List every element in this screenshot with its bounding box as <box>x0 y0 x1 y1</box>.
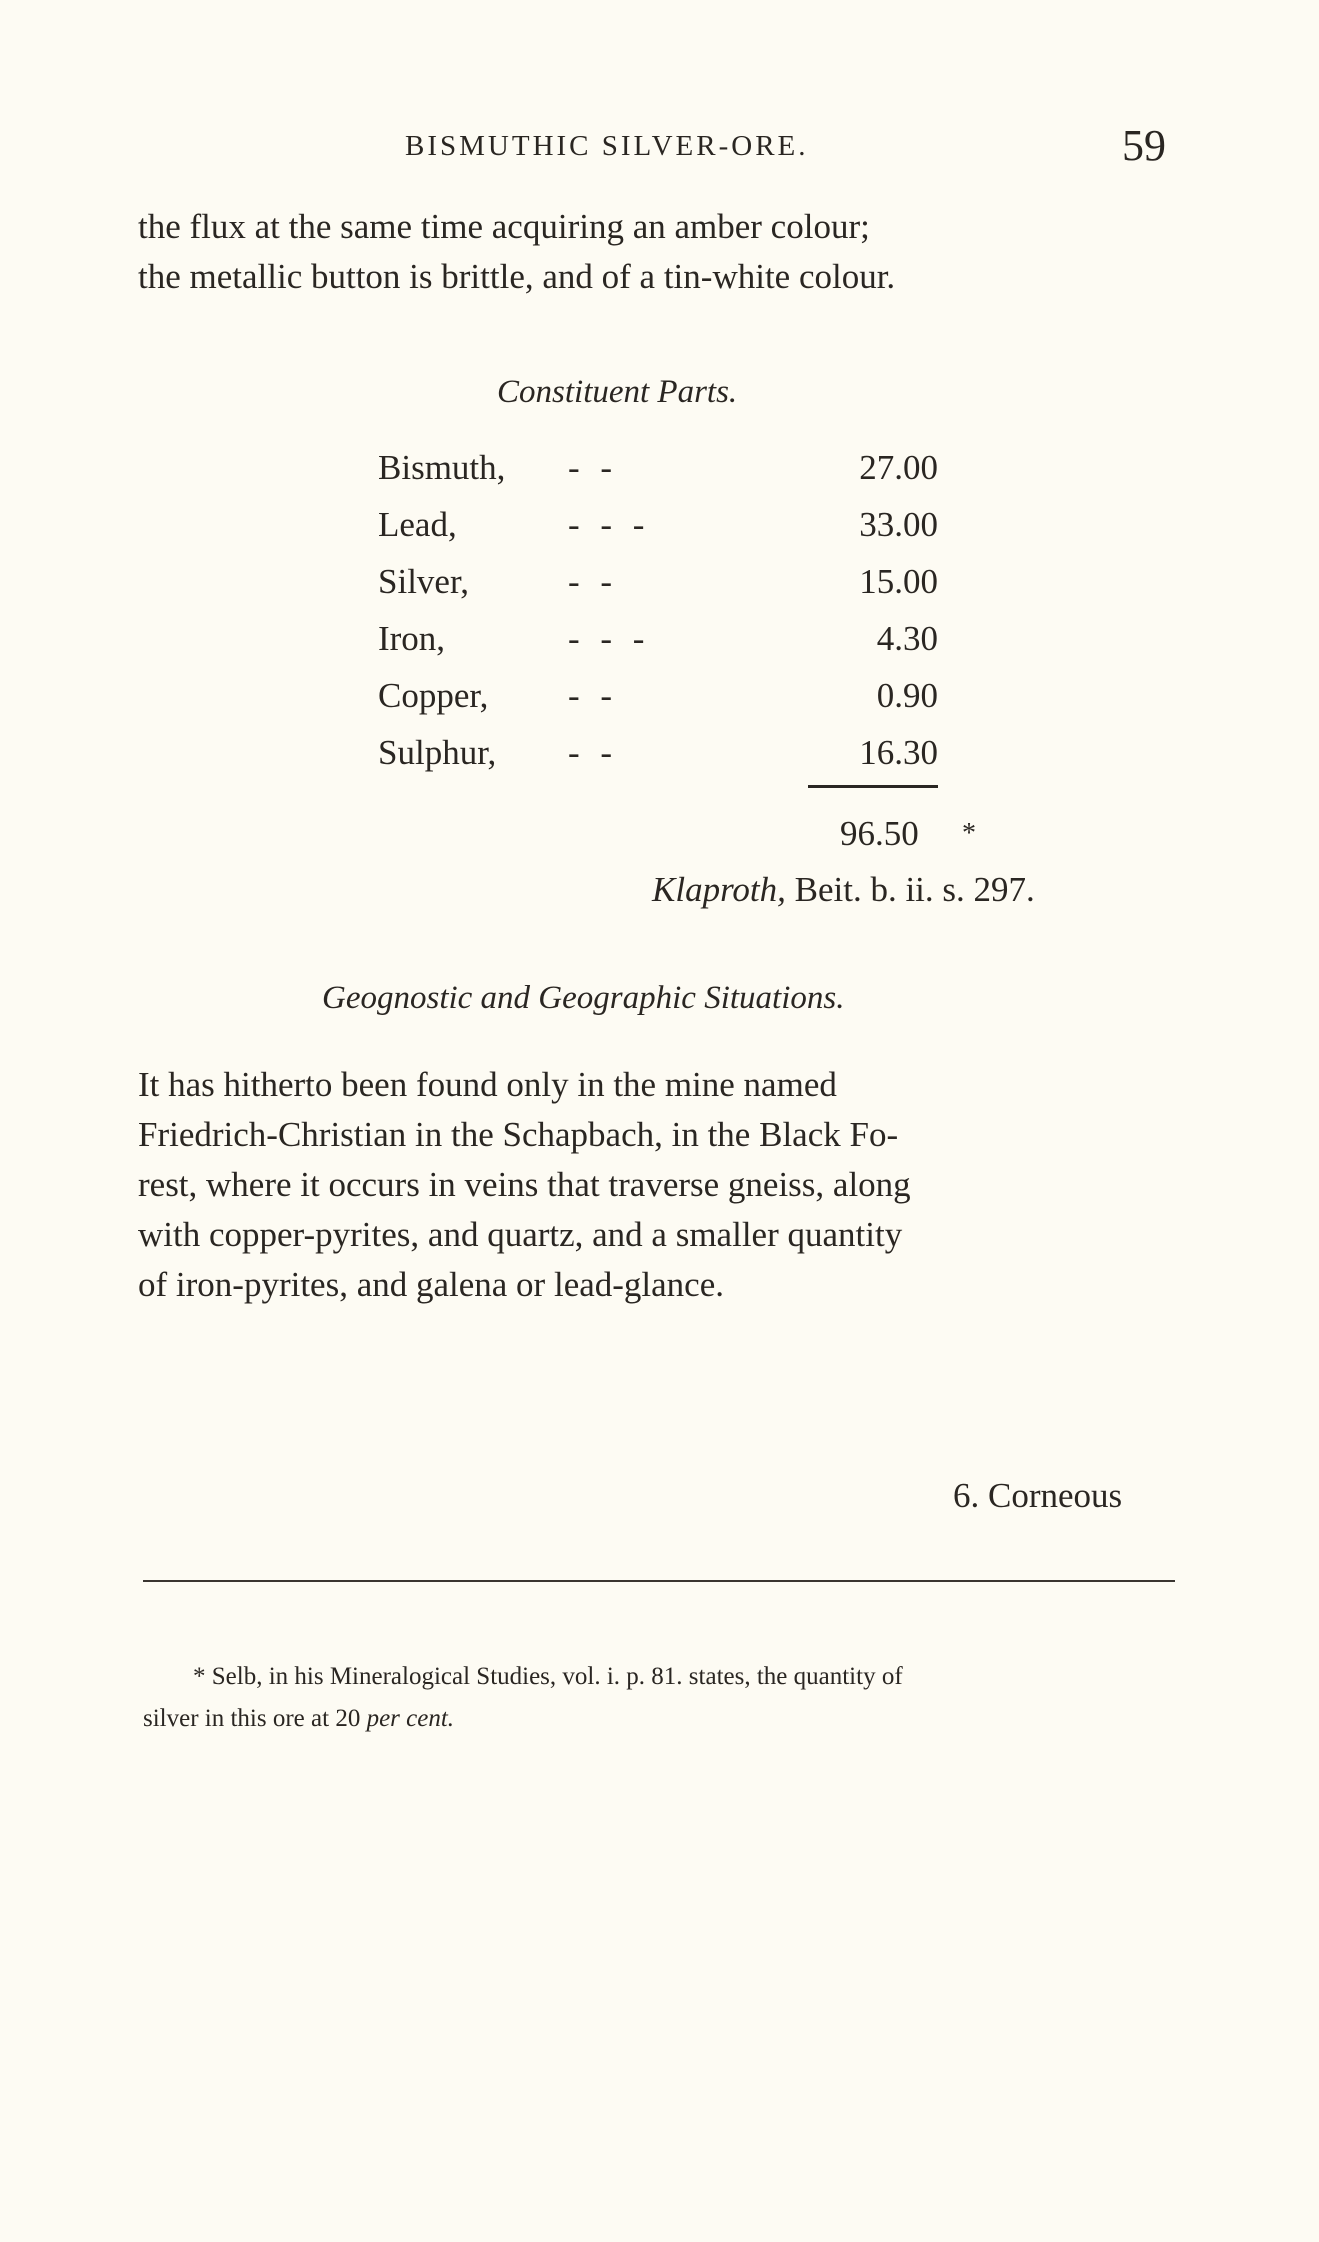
leader-dashes: - - - <box>568 505 651 544</box>
sum-rule <box>808 785 938 788</box>
footnote-rule <box>143 1580 1175 1582</box>
geognostic-heading: Geognostic and Geographic Situations. <box>322 980 845 1016</box>
constituent-value: 4.30 <box>876 619 938 658</box>
paragraph-line: Friedrich-Christian in the Schapbach, in the Black Fo- <box>138 1115 899 1154</box>
running-title: BISMUTHIC SILVER-ORE. <box>405 130 809 162</box>
constituent-name: Sulphur, <box>378 733 497 772</box>
constituent-name: Silver, <box>378 562 469 601</box>
leader-dashes: - - <box>568 562 619 601</box>
paragraph-line: rest, where it occurs in veins that traverse gneiss, along <box>138 1165 911 1204</box>
footnote-italic-text: per cent. <box>366 1705 455 1732</box>
table-row <box>378 562 938 612</box>
paragraph-line: with copper-pyrites, and quartz, and a smaller quantity <box>138 1215 903 1254</box>
catchword: 6. Corneous <box>953 1476 1123 1515</box>
citation <box>652 870 1035 910</box>
constituent-value: 27.00 <box>859 448 938 487</box>
constituent-name: Bismuth, <box>378 448 506 487</box>
table-row <box>378 505 938 555</box>
constituent-name: Copper, <box>378 676 489 715</box>
leader-dashes: - - - <box>568 619 651 658</box>
paragraph-line: of iron-pyrites, and galena or lead-glance. <box>138 1265 724 1304</box>
footnote-marker: * <box>962 818 976 849</box>
table-row <box>378 676 938 726</box>
footnote-line: * Selb, in his Mineralogical Studies, vol. i. p. 81. states, the quantity of <box>193 1663 903 1690</box>
opening-paragraph <box>138 202 1188 302</box>
paragraph-line: the metallic button is brittle, and of a tin-white colour. <box>138 257 896 296</box>
leader-dashes: - - <box>568 676 619 715</box>
constituent-name: Lead, <box>378 505 457 544</box>
table-row <box>378 619 938 669</box>
paragraph-line: It has hitherto been found only in the mine named <box>138 1065 837 1104</box>
constituent-value: 33.00 <box>859 505 938 544</box>
citation-reference: Beit. b. ii. s. 297. <box>785 870 1035 909</box>
table-row <box>378 448 938 498</box>
footnote <box>143 1656 1183 1740</box>
constituent-value: 0.90 <box>876 676 938 715</box>
leader-dashes: - - <box>568 448 619 487</box>
table-row <box>378 733 938 783</box>
leader-dashes: - - <box>568 733 619 772</box>
constituent-name: Iron, <box>378 619 446 658</box>
constituent-parts-heading: Constituent Parts. <box>497 374 738 410</box>
footnote-text: silver in this ore at 20 <box>143 1705 367 1732</box>
paragraph-line: the flux at the same time acquiring an amber colour; <box>138 207 870 246</box>
footnote-line <box>143 1698 1183 1740</box>
running-head <box>0 120 1319 170</box>
page-number: 59 <box>1122 121 1166 170</box>
constituent-value: 16.30 <box>859 733 938 772</box>
constituent-value: 15.00 <box>859 562 938 601</box>
geognostic-paragraph <box>138 1060 1188 1310</box>
citation-author: Klaproth, <box>652 870 786 909</box>
total-value: 96.50 <box>840 814 919 853</box>
